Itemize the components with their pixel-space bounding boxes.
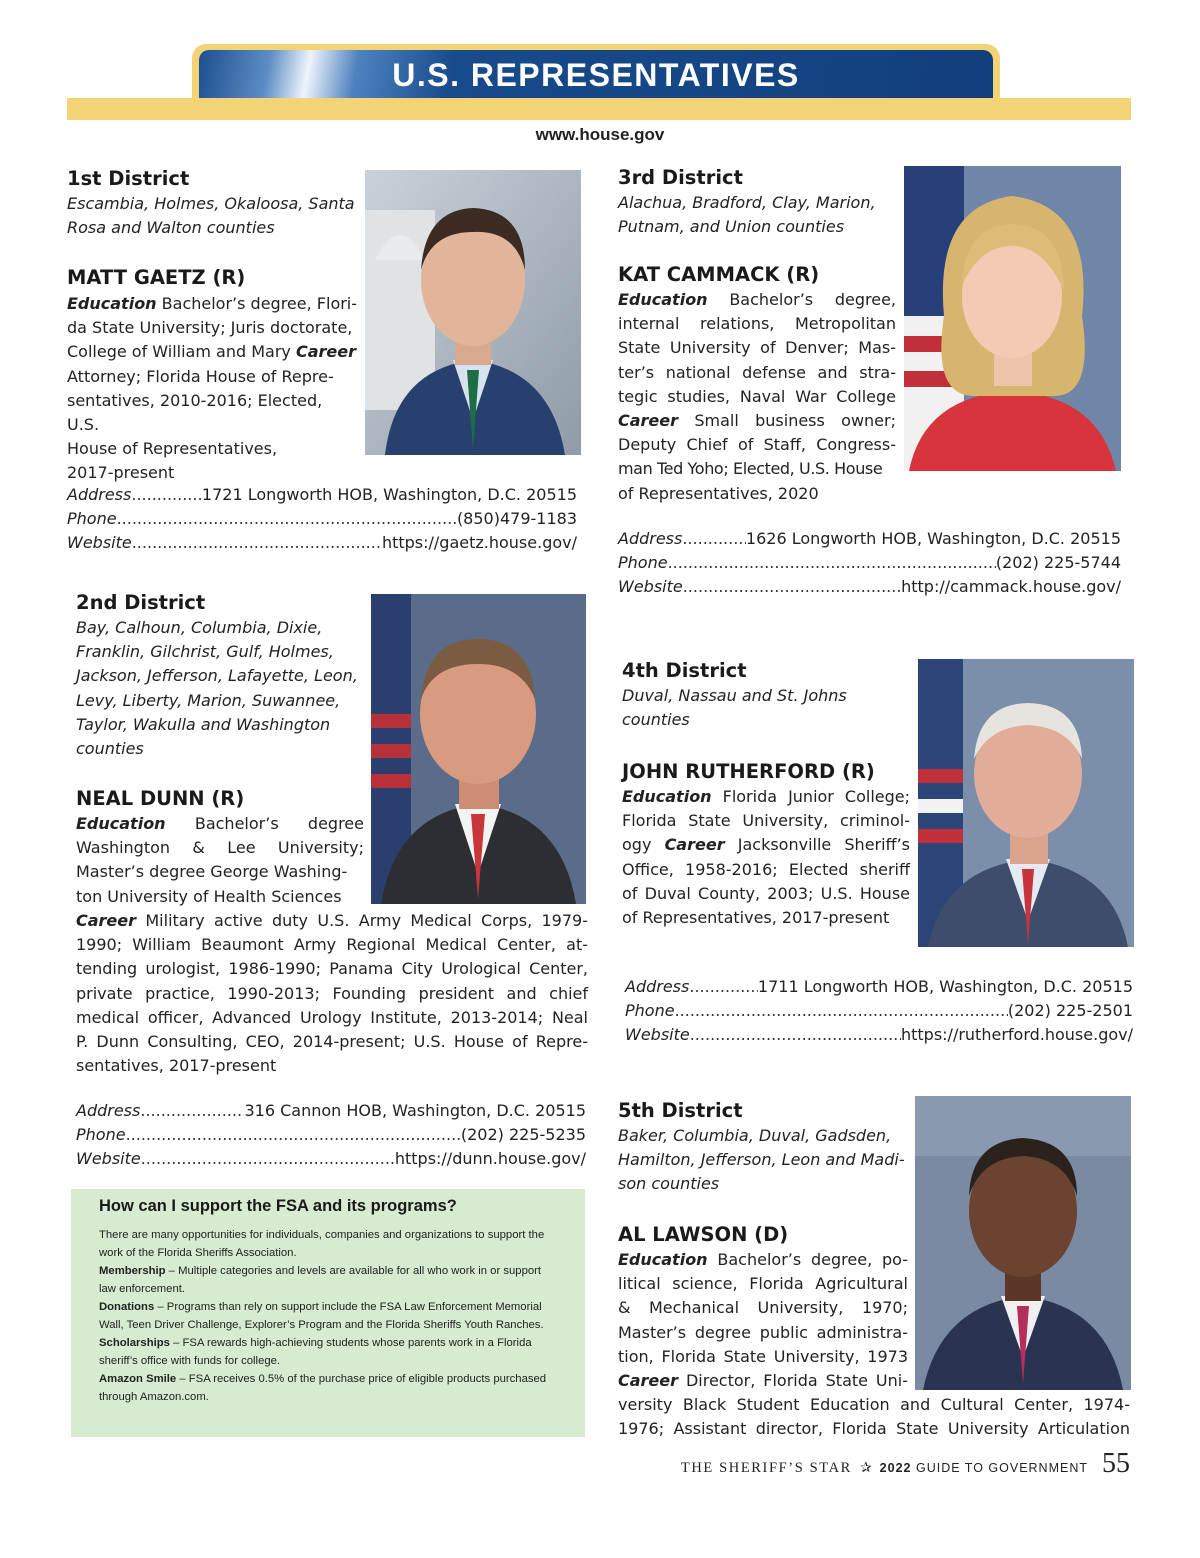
representative-name: MATT GAETZ (R) <box>67 266 246 289</box>
representative-bio: Education Bachelor’s degree, internal relations, Metropolitan State University of Denver; Mas- ter’s national defense and stra- tegic studies, Naval War College Career Small business owner; Deputy Chief of Staff, Congress- man Ted Yoho; Elected, U.S. House of Representatives, 2020 <box>618 290 896 503</box>
portrait-photo <box>365 170 581 455</box>
district-counties: Bay, Calhoun, Columbia, Dixie, Franklin, Gilchrist, Gulf, Holmes, Jackson, Jefferson, Lafayette, Leon, Levy, Liberty, Marion, Suwannee, Taylor, Wakulla and Washington counties <box>76 618 358 759</box>
page-number: 55 <box>1102 1448 1130 1479</box>
representative-name: JOHN RUTHERFORD (R) <box>622 760 875 783</box>
representative-bio: Education Bachelor’s degree Washington & Lee University; Master’s degree George Washing- ton University of Health Sciences <box>76 814 364 906</box>
district-heading: 2nd District <box>76 591 206 614</box>
contact-block: Address ..... 1711 Longworth HOB, Washington, D.C. 20515 Phone ..... (202) 225-2501 Website ..... https://rutherford.house.gov/ <box>625 975 1133 1048</box>
district-counties: Alachua, Bradford, Clay, Marion, Putnam, and Union counties <box>618 193 876 237</box>
representative-career: versity Black Student Education and Cultural Center, 1974- 1976; Assistant director, Florida State University Articulation <box>618 1395 1130 1439</box>
representative-bio: Education Bachelor’s degree, Flori- da State University; Juris doctorate, College of William and Mary Career Attorney; Florida House of Repre- sentatives, 2010-2016; Elected, U.S. House of Representatives, 2017-present <box>67 294 358 483</box>
address-value: 316 Cannon HOB, Washington, D.C. 20515 <box>244 1101 586 1120</box>
address-value: 1711 Longworth HOB, Washington, D.C. 20515 <box>757 977 1133 996</box>
page-title: U.S. REPRESENTATIVES <box>392 57 800 93</box>
representative-bio: Education Florida Junior College; Florida State University, criminol- ogy Career Jacksonville Sheriff’s Office, 1958-2016; Elected sheriff of Duval County, 2003; U.S. House of Representatives, 2017-present <box>622 787 910 928</box>
portrait-photo <box>371 594 586 904</box>
contact-block: Address ..... 1626 Longworth HOB, Washington, D.C. 20515 Phone ..... (202) 225-5744 Website ..... http://cammack.house.gov/ <box>618 527 1121 600</box>
address-value: 1721 Longworth HOB, Washington, D.C. 20515 <box>201 485 577 504</box>
district-heading: 5th District <box>618 1099 743 1122</box>
header-gold-rule <box>67 98 1131 120</box>
representative-name: AL LAWSON (D) <box>618 1223 789 1246</box>
district-heading: 3rd District <box>618 166 743 189</box>
district-heading: 1st District <box>67 167 190 190</box>
star-icon: ✰ <box>859 1460 872 1476</box>
phone-value[interactable]: (202) 225-5744 <box>995 553 1121 573</box>
fsa-box-title: How can I support the FSA and its programs? <box>99 1197 457 1215</box>
website-link[interactable]: https://rutherford.house.gov/ <box>900 1025 1133 1045</box>
phone-value[interactable]: (202) 225-2501 <box>1007 1001 1133 1021</box>
district-counties: Duval, Nassau and St. Johns counties <box>622 686 847 730</box>
website-link[interactable]: https://dunn.house.gov/ <box>394 1149 586 1169</box>
representative-name: KAT CAMMACK (R) <box>618 263 820 286</box>
district-heading: 4th District <box>622 659 747 682</box>
address-value: 1626 Longworth HOB, Washington, D.C. 20515 <box>745 529 1121 548</box>
portrait-photo <box>915 1096 1131 1390</box>
representative-bio: Education Bachelor’s degree, po- litical science, Florida Agricultural & Mechanical University, 1970; Master’s degree public administra- tion, Florida State University, 1973 Career Director, Florida State Uni- <box>618 1250 908 1391</box>
contact-block: Address ..... 1721 Longworth HOB, Washington, D.C. 20515 Phone ..... (850)479-1183 Website ..... https://gaetz.house.gov/ <box>67 483 577 556</box>
district-counties: Baker, Columbia, Duval, Gadsden, Hamilton, Jefferson, Leon and Madi- son counties <box>618 1126 905 1194</box>
contact-block: Address ..... 316 Cannon HOB, Washington, D.C. 20515 Phone ..... (202) 225-5235 Website ..... https://dunn.house.gov/ <box>76 1099 586 1172</box>
portrait-photo <box>904 166 1121 471</box>
phone-value[interactable]: (850)479-1183 <box>456 509 577 529</box>
fsa-box-text: There are many opportunities for individuals, companies and organizations to support the work of the Florida Sheriffs Association. Membership – Multiple categories and levels are available for all who work in or support law enforcement. Donations – Programs than rely on support include the FSA Law Enforcement Memorial Wall, Teen Driver Challenge, Explorer’s Program and the Florida Sheriffs Youth Ranches. Scholarships – FSA rewards high-achieving students whose parents work in a Florida sheriff’s office with funds for college. Amazon Smile – FSA receives 0.5% of the purchase price of eligible products purchased through Amazon.com. <box>99 1229 547 1403</box>
publication-name: THE SHERIFF’S STAR <box>680 1460 852 1476</box>
phone-value[interactable]: (202) 225-5235 <box>460 1125 586 1145</box>
representative-career: Career Military active duty U.S. Army Medical Corps, 1979- 1990; William Beaumont Army Regional Medical Center, at- tending urologist, 1986-1990; Panama City Urological Center, private practice, 1990-2013; Founding president and chief medical officer, Advanced Urology Institute, 2013-2014; Neal P. Dunn Consulting, CEO, 2014-present; U.S. House of Repre- sentatives, 2017-present <box>76 911 588 1076</box>
header-banner <box>192 44 1000 102</box>
page-footer <box>681 1448 1130 1480</box>
district-counties: Escambia, Holmes, Okaloosa, Santa Rosa and Walton counties <box>67 194 355 238</box>
representative-name: NEAL DUNN (R) <box>76 787 245 810</box>
website-link[interactable]: https://gaetz.house.gov/ <box>381 533 577 553</box>
house-website[interactable]: www.house.gov <box>535 125 665 144</box>
portrait-photo <box>918 659 1134 947</box>
guide-label: 2022 GUIDE TO GOVERNMENT <box>879 1461 1088 1475</box>
fsa-support-box <box>71 1189 585 1437</box>
website-link[interactable]: http://cammack.house.gov/ <box>901 577 1121 597</box>
